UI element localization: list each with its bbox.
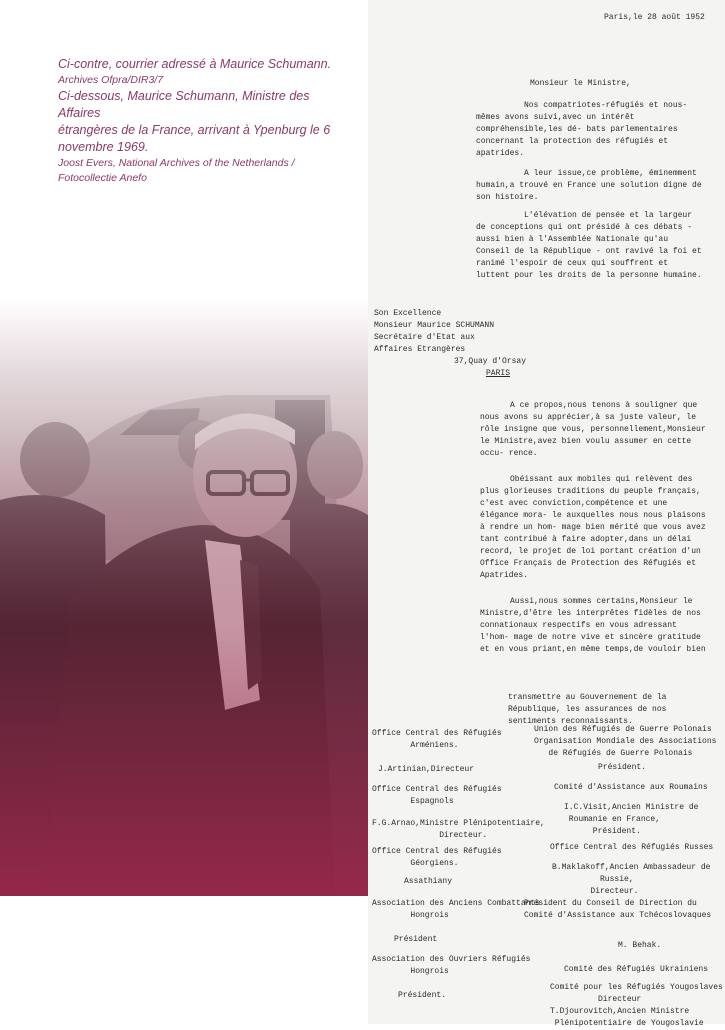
typed-letter (368, 0, 725, 1028)
caption-line-2: Archives Ofpra/DIR3/7 (58, 74, 164, 86)
address-line-4: Affaires Etrangères (374, 345, 466, 354)
signature-left-6: Assathiany (404, 877, 453, 886)
signature-right-5: Office Central des Réfugiés Russes (550, 843, 714, 852)
caption-line-3: Ci-dessous, Maurice Schumann, Ministre des Affaires (58, 89, 310, 120)
address-line-5: 37,Quay d'Orsay (454, 357, 527, 366)
caption-line-1: Ci-contre, courrier adressé à Maurice Schumann. (58, 57, 332, 71)
letter-paragraph-1: Nos compatriotes-réfugiés et nous-mêmes avons suivi,avec un intérêt compréhensible,les dé- bats parlementaires concernant la protection des réfugiés et apatrides. (476, 101, 688, 158)
caption-line-4: étrangères de la France, arrivant à Ypenburg le 6 (58, 123, 331, 137)
letter-paragraph-2: A leur issue,ce problème, éminemment humain,a trouvé en France une solution digne de son histoire. (476, 169, 702, 202)
caption-line-5: novembre 1969. (58, 140, 149, 154)
address-line-3: Secrétaire d'Etat aux (374, 333, 475, 342)
signature-right-9: Comité des Réfugiés Ukrainiens (564, 965, 709, 974)
address-line-1: Son Excellence (374, 309, 442, 318)
address-line-6: PARIS (486, 369, 511, 378)
signature-left-7: Association des Anciens Combattants Hongrois (372, 899, 541, 920)
signature-right-1: Union des Réfugiés de Guerre Polonais Organisation Mondiale des Associations de Réfugiés de Guerre Polonais (534, 725, 717, 758)
signature-right-3: Comité d'Assistance aux Roumains (554, 783, 708, 792)
signature-left-4: F.G.Arnao,Ministre Plénipotentiaire, Directeur. (372, 819, 545, 840)
signature-right-2: Président. (598, 763, 647, 772)
caption-line-7: Fotocollectie Anefo (58, 172, 147, 184)
signature-left-10: Président. (398, 991, 447, 1000)
letter-paragraph-6: Aussi,nous sommes certains,Monsieur le Ministre,d'être les interprêtes fidèles de nos connationaux respectifs en vous adressant l'hom- mage de notre vive et sincère gratitude et en vous priant,en même temps,de vouloir bien (480, 597, 706, 654)
letter-date: Paris,le 28 août 1952 (604, 13, 705, 22)
signature-left-8: Président (394, 935, 438, 944)
signature-left-1: Office Central des Réfugiés Arméniens. (372, 729, 502, 750)
letter-paragraph-3: L'élévation de pensée et la largeur de conceptions qui ont présidé à ces débats - aussi bien à l'Assemblée Nationale qu'au Conseil de la République - ont ravivé la foi et ranimé l'espoir de ceux qui souffrent et luttent pour les droits de la personne humaine. (476, 211, 702, 280)
signature-left-2: J.Artinian,Directeur (378, 765, 475, 774)
signature-right-6: B.Maklakoff,Ancien Ambassadeur de Russie, Directeur. (552, 863, 711, 896)
signature-left-9: Association des Ouvriers Réfugiés Hongrois (372, 955, 531, 976)
signature-right-10: Comité pour les Réfugiés Yougoslaves Directeur T.Djourovitch,Ancien Ministre Plénipotentiaire de Yougoslavie (550, 983, 723, 1028)
photo-schumann-arrival (0, 300, 368, 896)
signature-right-8: M. Behak. (618, 941, 662, 950)
letter-salutation: Monsieur le Ministre, (530, 79, 631, 88)
address-line-2: Monsieur Maurice SCHUMANN (374, 321, 495, 330)
caption-line-6: Joost Evers, National Archives of the Netherlands / (58, 157, 295, 169)
signature-left-5: Office Central des Réfugiés Géorgiens. (372, 847, 502, 868)
signature-left-3: Office Central des Réfugiés Espagnols (372, 785, 502, 806)
letter-paragraph-7: transmettre au Gouvernement de la République, les assurances de nos sentiments reconnaissants. (508, 693, 667, 726)
signature-right-4: I.C.Visit,Ancien Ministre de Roumanie en France, Président. (564, 803, 699, 836)
letter-paragraph-5: Obéissant aux mobiles qui relèvent des plus glorieuses traditions du peuple français, c'est avec conviction,compétence et une élégance mora- le auxquelles nous nous plaisons à rendre un hom- mage bien mérité que vous avez tant contribué à faire adopter,dans un délai record, le projet de loi portant création d'un Office Français de Protection des Réfugiés et Apatrides. (480, 475, 706, 580)
signature-right-7: Président du Conseil de Direction du Comité d'Assistance aux Tchécoslovaques (524, 899, 712, 920)
caption (58, 56, 348, 186)
letter-paragraph-4: A ce propos,nous tenons à souligner que nous avons su apprécier,à sa juste valeur, le rôle insigne que vous, personnellement,Monsieur le Ministre,avez bien voulu assumer en cette occu- rence. (480, 401, 706, 458)
